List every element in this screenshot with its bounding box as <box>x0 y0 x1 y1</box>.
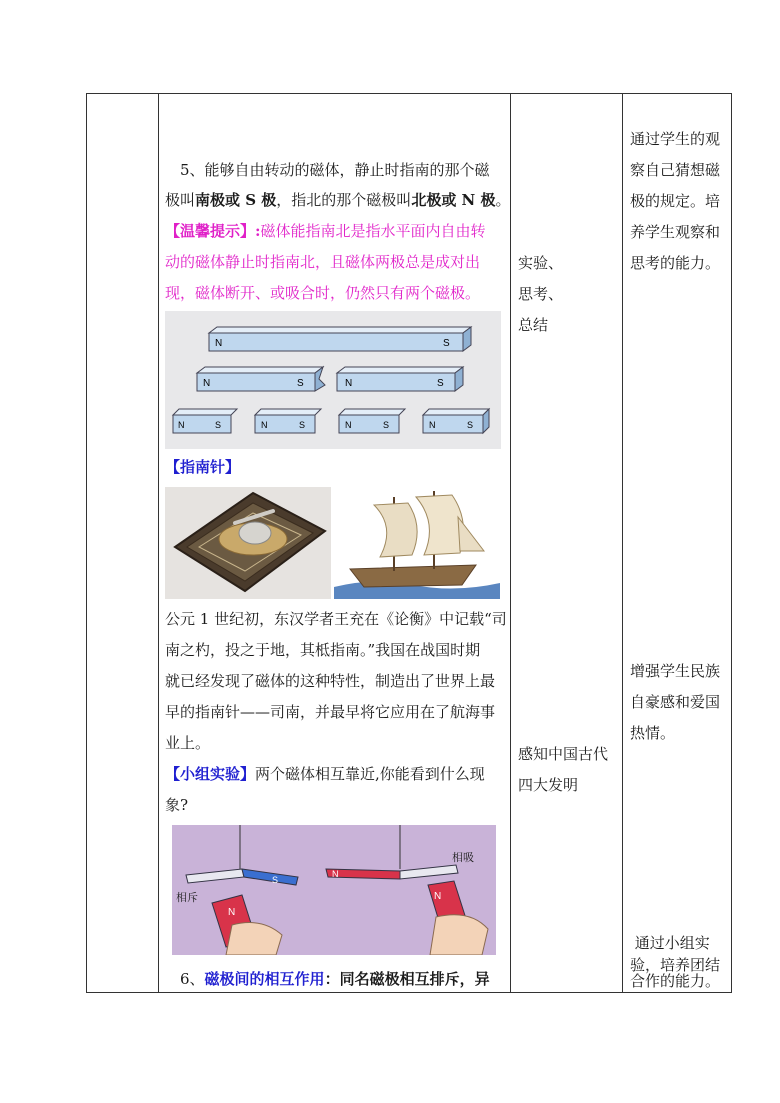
south-pole-term: 南极或 S 极 <box>195 191 277 209</box>
intent2-line1: 增强学生民族 <box>630 662 721 680</box>
point5-text-c: ，指北的那个磁极叫 <box>276 191 412 209</box>
magnet-label-n: N <box>434 891 442 902</box>
tip-line3: 现，磁体断开、或吸合时，仍然只有两个磁极。 <box>165 284 481 302</box>
magnet-label-n: N <box>332 869 339 879</box>
point5-text-e: 。 <box>495 191 511 209</box>
activity1-line3: 总结 <box>518 316 549 334</box>
north-pole-term: 北极或 N 极 <box>411 191 496 209</box>
intent1-line5: 思考的能力。 <box>630 254 721 272</box>
magnet-half-left <box>197 367 325 391</box>
magnet-quarter-3 <box>339 409 405 433</box>
magnet-label-s: S <box>297 378 304 389</box>
magnet-label-n: N <box>429 420 436 430</box>
magnet-quarter-4 <box>423 409 489 433</box>
point5-text: 5、能够自由转动的磁体，静止时指南的那个磁 <box>180 161 490 179</box>
magnet-label-n: N <box>228 907 236 918</box>
intent2-line3: 热情。 <box>630 724 676 742</box>
activity1-line2: 思考、 <box>518 285 564 303</box>
intent3-line3: 合作的能力。 <box>630 972 721 990</box>
tip-line2: 动的磁体静止时指南北，且磁体两极总是成对出 <box>165 253 481 271</box>
magnet-label-s: S <box>383 420 390 430</box>
tip-text-1: 磁体能指南北是指水平面内自由转 <box>260 222 486 240</box>
point5-text-a: 极叫 <box>165 191 196 209</box>
magnet-half-right <box>337 367 463 391</box>
broken-magnets-figure <box>165 311 501 449</box>
attract-label: 相吸 <box>452 851 474 864</box>
magnet-label-n: N <box>178 420 185 430</box>
repel-label: 相斥 <box>176 891 198 904</box>
sinan-compass-image <box>165 487 331 599</box>
magnet-label-n: N <box>345 420 352 430</box>
magnet-quarter-1 <box>173 409 237 433</box>
intent3-line1: 通过小组实 <box>630 934 710 952</box>
tip-line1 <box>165 216 486 246</box>
experiment-line2: 象? <box>165 796 189 814</box>
history-line5: 业上。 <box>165 734 211 752</box>
magnet-label-s: S <box>272 875 279 885</box>
point6-label: 磁极间的相互作用 <box>204 970 325 988</box>
history-line1: 公元 1 世纪初，东汉学者王充在《论衡》中记载“司 <box>165 610 507 628</box>
compass-heading: 【指南针】 <box>165 458 241 476</box>
experiment-text-1: 两个磁体相互靠近,你能看到什么现 <box>255 765 485 783</box>
experiment-line1 <box>165 759 485 789</box>
magnet-label-n: N <box>215 338 223 349</box>
point6-text: ：同名磁极相互排斥，异 <box>324 970 490 988</box>
magnet-label-n: N <box>345 378 353 389</box>
magnet-label-s: S <box>215 420 222 430</box>
sailing-ship-image <box>334 487 500 599</box>
activity1-line1: 实验、 <box>518 254 564 272</box>
intent1-line2: 察自己猜想磁 <box>630 161 721 179</box>
history-line3: 就已经发现了磁体的这种特性，制造出了世界上最 <box>165 672 496 690</box>
point6-line <box>180 964 490 994</box>
tip-label: 【温馨提示】: <box>165 222 261 240</box>
magnet-label-n: N <box>203 378 211 389</box>
experiment-label: 【小组实验】 <box>165 765 256 783</box>
history-line4: 早的指南针——司南，并最早将它应用在了航海事 <box>165 703 496 721</box>
point6-prefix: 6、 <box>180 970 205 988</box>
magnet-label-s: S <box>467 420 474 430</box>
intent1-line1: 通过学生的观 <box>630 130 721 148</box>
intent3-line2: 验，培养团结 <box>630 956 721 974</box>
magnet-label-s: S <box>437 378 444 389</box>
magnet-whole <box>209 327 471 351</box>
magnet-quarter-2 <box>255 409 321 433</box>
activity2-line2: 四大发明 <box>518 776 579 794</box>
intent2-line2: 自豪感和爱国 <box>630 693 721 711</box>
magnet-label-s: S <box>443 338 450 349</box>
activity2-line1: 感知中国古代 <box>518 745 609 763</box>
intent1-line3: 极的规定。培 <box>630 192 721 210</box>
point5-line1 <box>180 155 490 185</box>
magnet-interaction-figure <box>172 825 496 955</box>
magnet-label-s: S <box>299 420 306 430</box>
table-col-1 <box>86 93 159 993</box>
table-col-3 <box>510 93 623 993</box>
history-line2: 南之杓，投之于地，其柢指南。”我国在战国时期 <box>165 641 481 659</box>
point5-line2 <box>165 185 510 215</box>
magnet-label-n: N <box>261 420 268 430</box>
intent1-line4: 养学生观察和 <box>630 223 721 241</box>
